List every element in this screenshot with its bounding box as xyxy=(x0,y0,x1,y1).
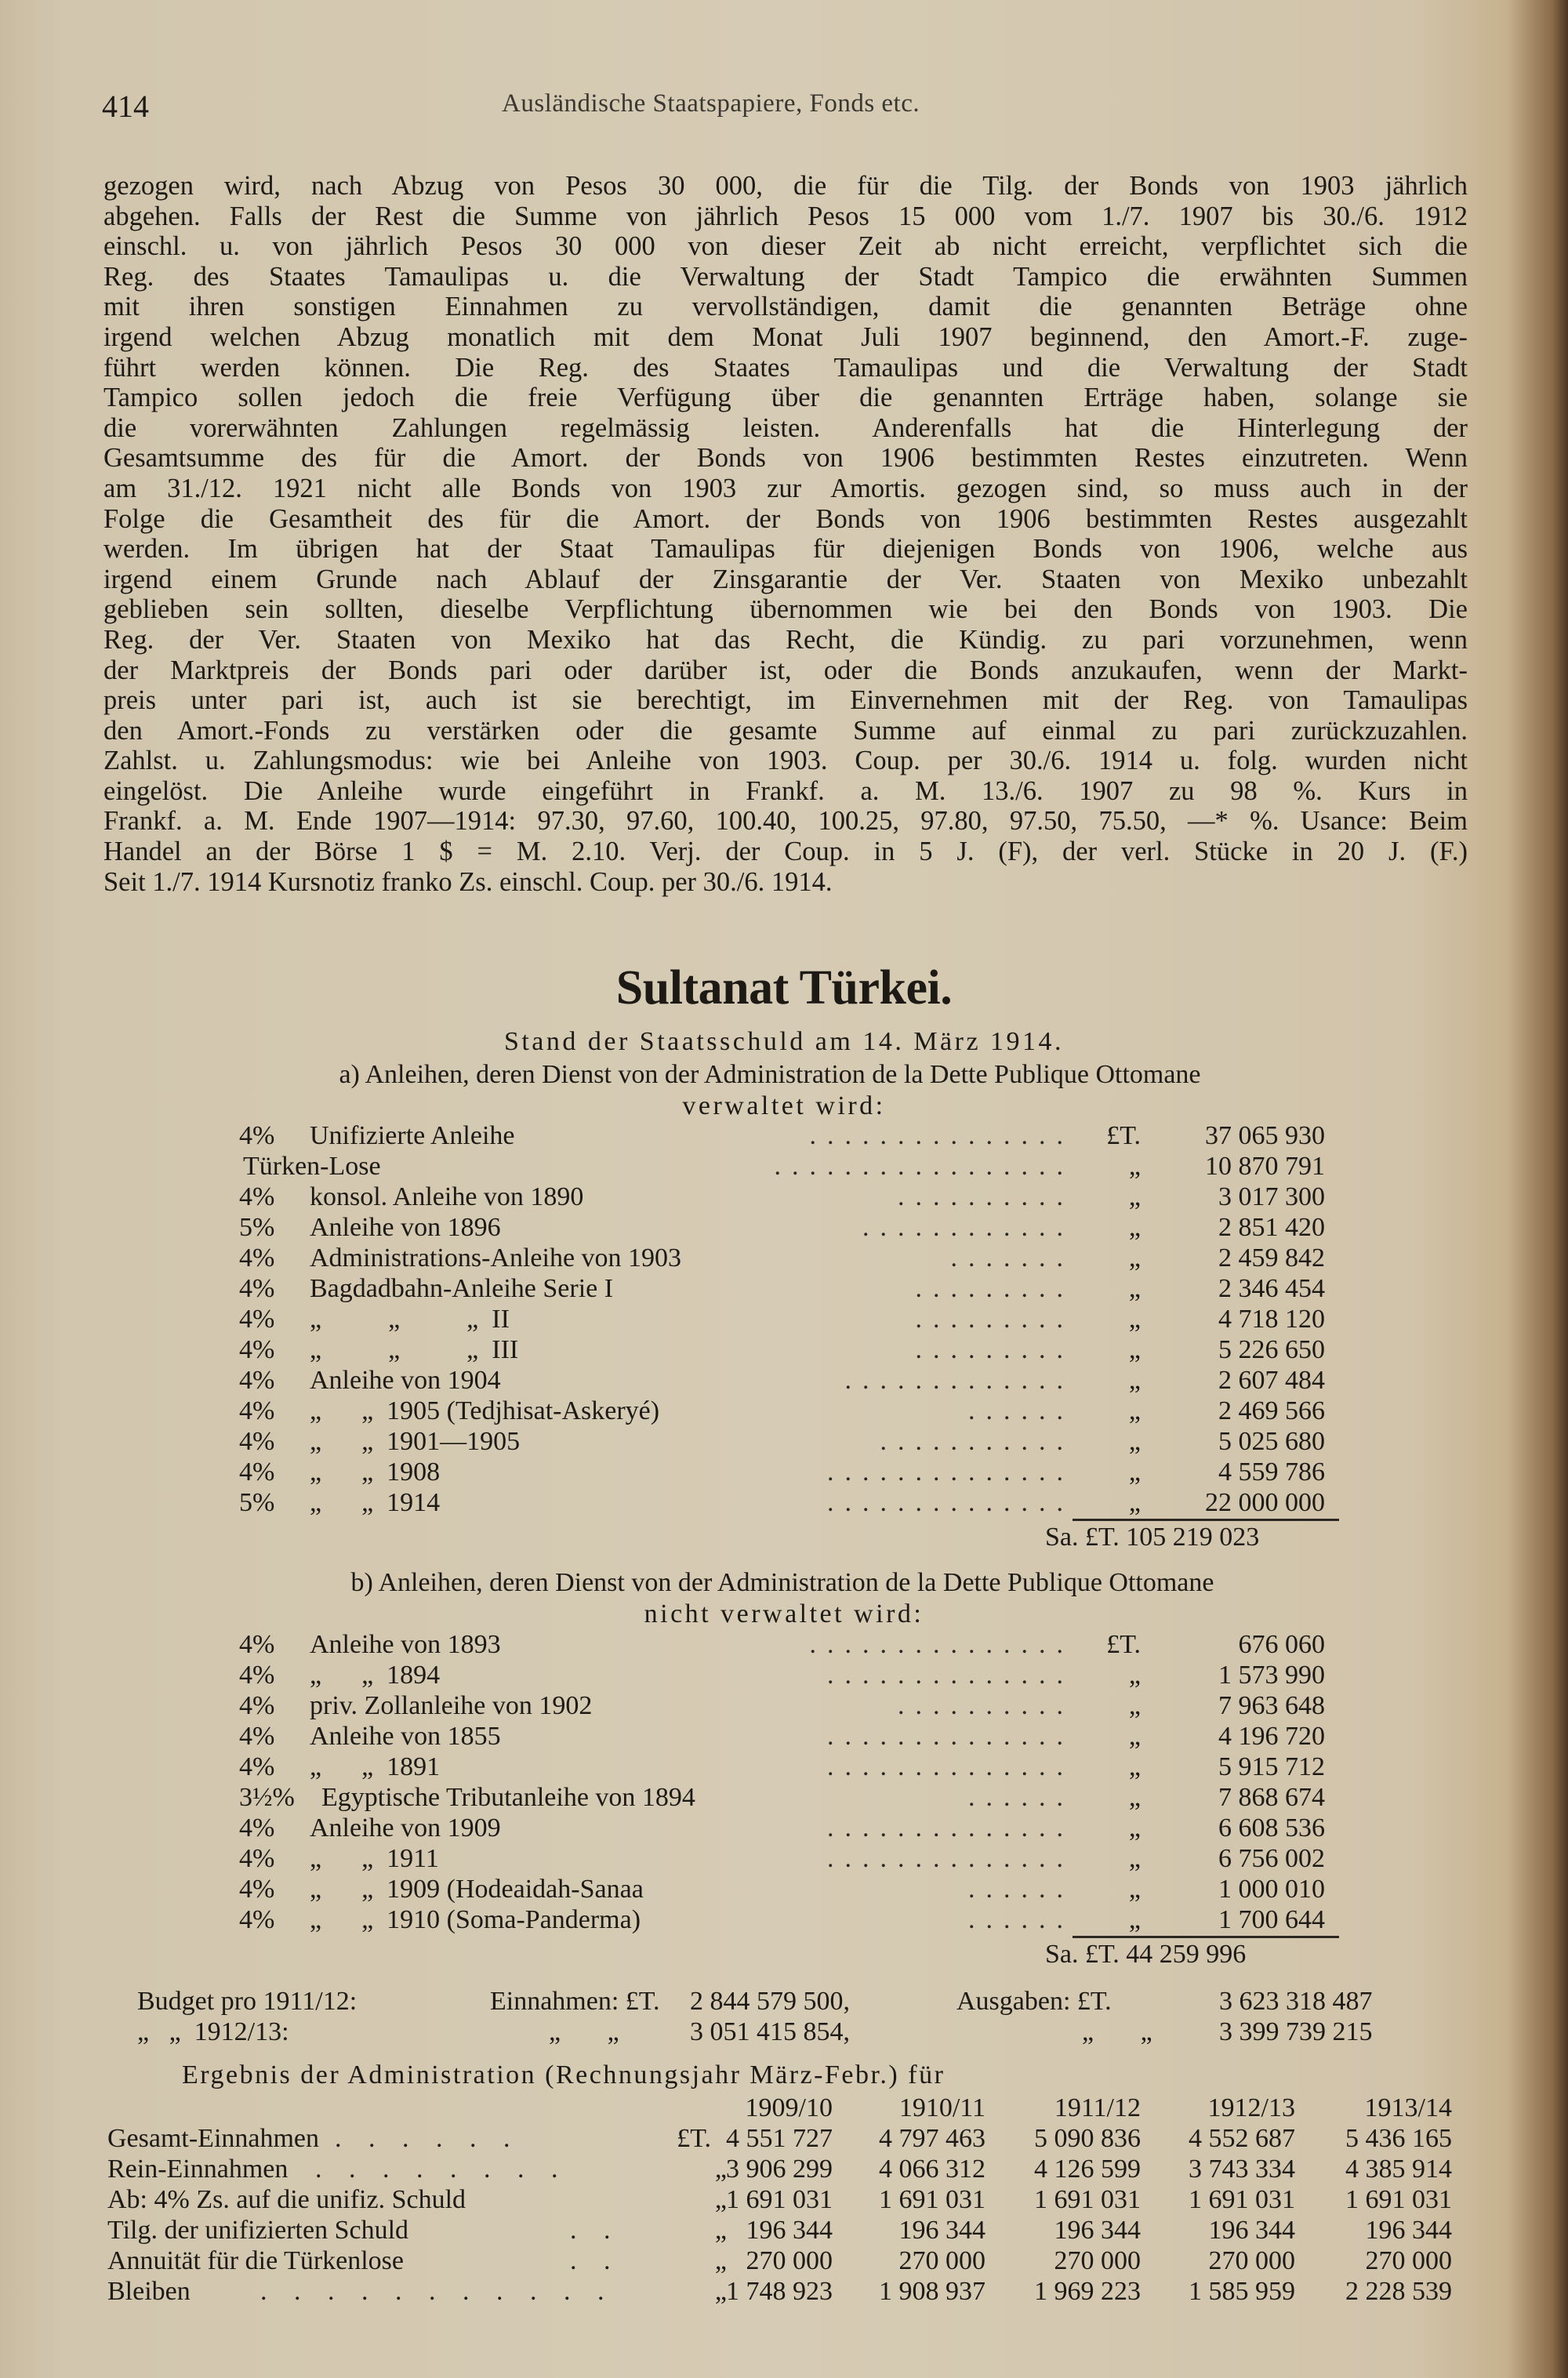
value-1911-12: 1 969 223 xyxy=(1034,2277,1141,2306)
loan-row xyxy=(239,1274,1325,1304)
budget-label: „ „ 1912/13: xyxy=(137,2017,289,2046)
leader-dots: .............. xyxy=(827,1813,1074,1842)
currency: „ xyxy=(1128,1335,1141,1364)
currency: „ xyxy=(1128,1213,1141,1242)
value-1911-12: 4 126 599 xyxy=(1034,2155,1141,2184)
loan-name: Bagdadbahn-Anleihe Serie I xyxy=(310,1274,614,1303)
budget-expense: 3 399 739 215 xyxy=(1219,2017,1373,2046)
loan-name: Unifizierte Anleihe xyxy=(310,1121,515,1150)
rate: 4% xyxy=(239,1458,275,1487)
currency: „ xyxy=(1128,1905,1141,1934)
value-1911-12: 5 090 836 xyxy=(1034,2124,1141,2153)
amount: 5 915 712 xyxy=(1218,1752,1325,1781)
results-row xyxy=(107,2277,1472,2307)
budget-expense: 3 623 318 487 xyxy=(1219,1987,1373,2016)
amount: 4 718 120 xyxy=(1218,1305,1325,1334)
currency: „ xyxy=(714,2246,727,2275)
rate: 4% xyxy=(239,1661,275,1690)
loan-row xyxy=(239,1335,1325,1365)
amount: 676 060 xyxy=(1238,1630,1325,1659)
loan-row xyxy=(239,1396,1325,1426)
loan-row xyxy=(239,1121,1325,1151)
text-line: werden. Im übrigen hat der Staat Tamaulipas für diejenigen Bonds von 1906, welche aus xyxy=(103,534,1468,565)
loan-row xyxy=(239,1661,1325,1690)
currency: „ xyxy=(714,2185,727,2214)
currency: „ xyxy=(1128,1396,1141,1425)
text-line: den Amort.-Fonds zu verstärken oder die gesamte Summe auf einmal zu pari zurückzuzahlen. xyxy=(103,715,1468,746)
part-b-sum xyxy=(1045,1940,1246,1970)
leader-dots: .............. xyxy=(827,1752,1074,1781)
section-subtitle: Stand der Staatsschuld am 14. März 1914. xyxy=(503,1027,1065,1056)
currency: „ xyxy=(1128,1813,1141,1842)
rate: 4% xyxy=(239,1182,275,1211)
loan-row xyxy=(239,1152,1325,1182)
leader-dots: ......... xyxy=(915,1274,1074,1303)
value-1912-13: 196 344 xyxy=(1208,2216,1295,2245)
loan-name: „ „ 1894 xyxy=(310,1661,441,1690)
rate: 3½% xyxy=(239,1783,295,1812)
value-1911-12: 196 344 xyxy=(1054,2216,1141,2245)
sum-rule xyxy=(1073,1936,1339,1938)
leader-dots: ............ xyxy=(862,1213,1074,1242)
loan-row xyxy=(239,1875,1325,1904)
leader-dots: .............. xyxy=(827,1488,1074,1517)
value-1913-14: 4 385 914 xyxy=(1345,2155,1452,2184)
text-line: Frankf. a. M. Ende 1907—1914: 97.30, 97.60, 100.40, 100.25, 97.80, 97.50, 75.50, —* %. Usance: Beim xyxy=(103,806,1468,837)
year-header: 1913/14 xyxy=(1364,2093,1452,2122)
text-line: Reg. des Staates Tamaulipas u. die Verwaltung der Stadt Tampico die erwähnten Summen xyxy=(103,261,1468,292)
results-row xyxy=(107,2216,1472,2246)
currency: „ xyxy=(1128,1243,1141,1273)
rate: 4% xyxy=(239,1722,275,1751)
amount: 6 608 536 xyxy=(1218,1813,1325,1842)
part-a-sum xyxy=(1045,1523,1259,1552)
amount: 2 851 420 xyxy=(1218,1213,1325,1242)
leader-dots: ...... xyxy=(968,1396,1074,1425)
amount: 5 025 680 xyxy=(1218,1427,1325,1456)
value-1913-14: 270 000 xyxy=(1365,2246,1452,2275)
leader-dots: . . xyxy=(570,2216,621,2245)
value-1913-14: 1 691 031 xyxy=(1345,2185,1452,2214)
text-line: am 31./12. 1921 nicht alle Bonds von 1903 zur Amortis. gezogen sind, so muss auch in der xyxy=(103,473,1468,503)
amount: 1 573 990 xyxy=(1218,1661,1325,1690)
value-1909-10: 196 344 xyxy=(746,2216,833,2245)
leader-dots: . . . . . . xyxy=(335,2124,521,2153)
leader-dots: .............. xyxy=(827,1661,1074,1690)
value-1913-14: 196 344 xyxy=(1365,2216,1452,2245)
leader-dots: ...... xyxy=(968,1875,1074,1904)
intro-paragraph xyxy=(103,171,1468,897)
loan-name: priv. Zollanleihe von 1902 xyxy=(310,1691,593,1720)
rate: 4% xyxy=(239,1844,275,1873)
currency: £T. xyxy=(677,2124,711,2153)
loan-name: Anleihe von 1855 xyxy=(310,1722,501,1751)
currency: „ xyxy=(1128,1661,1141,1690)
value-1913-14: 5 436 165 xyxy=(1345,2124,1452,2153)
currency: £T. xyxy=(1106,1630,1141,1659)
loan-row xyxy=(239,1243,1325,1273)
results-row xyxy=(107,2155,1472,2185)
rate: 4% xyxy=(239,1630,275,1659)
leader-dots: .......... xyxy=(898,1691,1074,1720)
amount: 7 963 648 xyxy=(1218,1691,1325,1720)
text-line: Reg. der Ver. Staaten von Mexiko hat das Recht, die Kündig. zu pari vorzunehmen, wenn xyxy=(103,624,1468,655)
loan-name: „ „ 1911 xyxy=(310,1844,439,1873)
value-1910-11: 270 000 xyxy=(898,2246,985,2275)
value-1910-11: 196 344 xyxy=(898,2216,985,2245)
loan-row xyxy=(239,1630,1325,1660)
text-line: die vorerwähnten Zahlungen regelmässig leisten. Anderenfalls hat die Hinterlegung der xyxy=(103,412,1468,443)
leader-dots: ...... xyxy=(968,1905,1074,1934)
loan-name: Anleihe von 1896 xyxy=(310,1213,501,1242)
rate: 4% xyxy=(239,1691,275,1720)
amount: 2 469 566 xyxy=(1218,1396,1325,1425)
loan-name: Anleihe von 1909 xyxy=(310,1813,501,1842)
loan-name: „ „ 1914 xyxy=(310,1488,441,1517)
rate: 4% xyxy=(239,1752,275,1781)
budget-revenue-label: Einnahmen: £T. xyxy=(490,1987,660,2016)
loan-row xyxy=(239,1488,1325,1518)
currency: „ xyxy=(1128,1691,1141,1720)
budget-expense-label: „ „ xyxy=(1082,2017,1152,2046)
amount: 5 226 650 xyxy=(1218,1335,1325,1364)
rate: 4% xyxy=(239,1813,275,1842)
sum-label: Sa. £T. xyxy=(1045,1940,1120,1969)
leader-dots: ............. xyxy=(844,1366,1074,1395)
currency: „ xyxy=(1128,1488,1141,1517)
leader-dots: ......... xyxy=(915,1305,1074,1334)
currency: „ xyxy=(1128,1182,1141,1211)
leader-dots: . . xyxy=(570,2246,621,2275)
text-line: Tampico sollen jedoch die freie Verfügung über die genannten Erträge haben, solange sie xyxy=(103,383,1468,413)
sum-value: 44 259 996 xyxy=(1126,1940,1247,1969)
part-b-heading: b) Anleihen, deren Dienst von der Administration de la Dette Publique Ottomane xyxy=(350,1568,1214,1597)
leader-dots: ...... xyxy=(968,1783,1074,1812)
amount: 4 196 720 xyxy=(1218,1722,1325,1751)
amount: 4 559 786 xyxy=(1218,1458,1325,1487)
leader-dots: .............. xyxy=(827,1458,1074,1487)
budget-expense-label: Ausgaben: £T. xyxy=(956,1987,1112,2016)
value-1912-13: 4 552 687 xyxy=(1189,2124,1295,2153)
amount: 37 065 930 xyxy=(1205,1121,1325,1150)
amount: 22 000 000 xyxy=(1205,1488,1325,1517)
value-1912-13: 270 000 xyxy=(1208,2246,1295,2275)
currency: „ xyxy=(1128,1274,1141,1303)
loan-row xyxy=(239,1366,1325,1396)
value-1911-12: 1 691 031 xyxy=(1034,2185,1141,2214)
currency: „ xyxy=(1128,1752,1141,1781)
rate: 4% xyxy=(239,1875,275,1904)
text-line: führt werden können. Die Reg. des Staates Tamaulipas und die Verwaltung der Stadt xyxy=(103,352,1468,383)
rate: 5% xyxy=(239,1213,275,1242)
value-1911-12: 270 000 xyxy=(1054,2246,1141,2275)
currency: „ xyxy=(1128,1722,1141,1751)
row-label: Ab: 4% Zs. auf die unifiz. Schuld xyxy=(107,2185,466,2214)
running-title: Ausländische Staatspapiere, Fonds etc. xyxy=(502,89,920,118)
value-1910-11: 1 691 031 xyxy=(879,2185,985,2214)
text-line: irgend einem Grunde nach Ablauf der Zinsgarantie der Ver. Staaten von Mexiko unbezahlt xyxy=(103,564,1468,594)
loan-row xyxy=(239,1905,1325,1935)
value-1909-10: 1 691 031 xyxy=(726,2185,833,2214)
rate: 4% xyxy=(239,1335,275,1364)
loan-name: Administrations-Anleihe von 1903 xyxy=(310,1243,682,1273)
text-line: einschl. u. von jährlich Pesos 30 000 von dieser Zeit ab nicht erreicht, verpflichtet sich die xyxy=(103,231,1468,262)
loan-name: Türken-Lose xyxy=(243,1152,381,1181)
results-row xyxy=(107,2246,1472,2277)
currency: £T. xyxy=(1106,1121,1141,1150)
part-a-heading-cont: verwaltet wird: xyxy=(682,1091,886,1120)
loan-name: „ „ 1908 xyxy=(310,1458,441,1487)
text-line: geblieben sein sollten, dieselbe Verpflichtung übernommen wie bei den Bonds von 1903. Die xyxy=(103,594,1468,625)
text-line: abgehen. Falls der Rest die Summe von jährlich Pesos 15 000 vom 1./7. 1907 bis 30./6. 1912 xyxy=(103,201,1468,231)
sum-rule xyxy=(1073,1519,1339,1521)
budget-revenue: 3 051 415 854, xyxy=(690,2017,850,2046)
results-row xyxy=(107,2185,1472,2216)
amount: 7 868 674 xyxy=(1218,1783,1325,1812)
results-year-header xyxy=(107,2093,1472,2124)
text-line: Handel an der Börse 1 $ = M. 2.10. Verj. der Coup. in 5 J. (F), der verl. Stücke in 20 J. (F.) xyxy=(103,837,1468,867)
loan-row xyxy=(239,1752,1325,1782)
text-line: eingelöst. Die Anleihe wurde eingeführt in Frankf. a. M. 13./6. 1907 zu 98 %. Kurs in xyxy=(103,775,1468,806)
year-header: 1910/11 xyxy=(898,2093,985,2122)
value-1910-11: 1 908 937 xyxy=(879,2277,985,2306)
year-header: 1912/13 xyxy=(1207,2093,1295,2122)
sum-label: Sa. £T. xyxy=(1045,1523,1120,1552)
loan-name: Egyptische Tributanleihe von 1894 xyxy=(321,1783,695,1812)
page-number: 414 xyxy=(102,89,149,124)
amount: 2 459 842 xyxy=(1218,1243,1325,1273)
leader-dots: . . . . . . . . xyxy=(315,2155,568,2184)
currency: „ xyxy=(1128,1783,1141,1812)
text-line: Seit 1./7. 1914 Kursnotiz franko Zs. einschl. Coup. per 30./6. 1914. xyxy=(103,866,833,897)
loan-name: konsol. Anleihe von 1890 xyxy=(310,1182,584,1211)
budget-revenue-label: „ „ xyxy=(549,2017,619,2046)
loan-name: „ „ 1910 (Soma-Panderma) xyxy=(310,1905,641,1934)
leader-dots: ......... xyxy=(915,1335,1074,1364)
leader-dots: ............... xyxy=(809,1630,1074,1659)
currency: „ xyxy=(1128,1366,1141,1395)
leader-dots: .......... xyxy=(898,1182,1074,1211)
loan-row xyxy=(239,1722,1325,1752)
rate: 4% xyxy=(239,1121,275,1150)
loan-name: „ „ „ III xyxy=(310,1335,519,1364)
amount: 6 756 002 xyxy=(1218,1844,1325,1873)
value-1909-10: 270 000 xyxy=(746,2246,833,2275)
section-title: Sultanat Türkei. xyxy=(615,961,953,1015)
value-1909-10: 4 551 727 xyxy=(726,2124,833,2153)
loan-row xyxy=(239,1844,1325,1874)
text-line: preis unter pari ist, auch ist sie berechtigt, im Einvernehmen mit der Reg. von Tamaulipas xyxy=(103,685,1468,716)
loan-row xyxy=(239,1691,1325,1721)
amount: 1 700 644 xyxy=(1218,1905,1325,1934)
row-label: Gesamt-Einnahmen xyxy=(107,2124,320,2153)
value-1913-14: 2 228 539 xyxy=(1345,2277,1452,2306)
currency: „ xyxy=(1128,1458,1141,1487)
text-line: mit ihren sonstigen Einnahmen zu vervollständigen, damit die genannten Beträge ohne xyxy=(103,292,1468,322)
currency: „ xyxy=(1128,1844,1141,1873)
currency: „ xyxy=(1128,1427,1141,1456)
leader-dots: .............. xyxy=(827,1844,1074,1873)
loan-row xyxy=(239,1305,1325,1334)
rate: 4% xyxy=(239,1427,275,1456)
text-line: Folge die Gesamtheit des für die Amort. der Bonds von 1906 bestimmten Restes ausgezahlt xyxy=(103,503,1468,534)
value-1912-13: 1 585 959 xyxy=(1189,2277,1295,2306)
loan-name: „ „ „ II xyxy=(310,1305,510,1334)
leader-dots: . . . . . . . . . . . xyxy=(260,2277,615,2306)
budget-revenue: 2 844 579 500, xyxy=(690,1987,850,2016)
leader-dots: ................. xyxy=(774,1152,1074,1181)
currency: „ xyxy=(1128,1305,1141,1334)
loan-name: „ „ 1909 (Hodeaidah-Sanaa xyxy=(310,1875,644,1904)
loan-row xyxy=(239,1813,1325,1843)
rate: 4% xyxy=(239,1274,275,1303)
currency: „ xyxy=(714,2155,727,2184)
loan-name: „ „ 1905 (Tedjhisat-Askeryé) xyxy=(310,1396,660,1425)
part-a-heading: a) Anleihen, deren Dienst von der Administration de la Dette Publique Ottomane xyxy=(339,1060,1201,1089)
currency: „ xyxy=(1128,1875,1141,1904)
loan-row xyxy=(239,1427,1325,1457)
budget-label: Budget pro 1911/12: xyxy=(137,1987,358,2016)
leader-dots: ............... xyxy=(809,1121,1074,1150)
leader-dots: .............. xyxy=(827,1722,1074,1751)
leader-dots: ........... xyxy=(880,1427,1074,1456)
leader-dots: ....... xyxy=(950,1243,1074,1273)
loan-row xyxy=(239,1213,1325,1243)
part-b-heading-cont: nicht verwaltet wird: xyxy=(644,1599,924,1628)
year-header: 1911/12 xyxy=(1054,2093,1141,2122)
running-head xyxy=(102,88,1450,127)
text-line: irgend welchen Abzug monatlich mit dem Monat Juli 1907 beginnend, den Amort.-F. zuge- xyxy=(103,321,1468,352)
loan-name: Anleihe von 1904 xyxy=(310,1366,501,1395)
row-label: Bleiben xyxy=(107,2277,191,2306)
text-line: Zahlst. u. Zahlungsmodus: wie bei Anleihe von 1903. Coup. per 30./6. 1914 u. folg. wurden nicht xyxy=(103,746,1468,776)
amount: 1 000 010 xyxy=(1218,1875,1325,1904)
text-line: der Marktpreis der Bonds pari oder darüber ist, oder die Bonds anzukaufen, wenn der Markt- xyxy=(103,655,1468,685)
sum-value: 105 219 023 xyxy=(1126,1523,1260,1552)
loan-row xyxy=(239,1783,1325,1813)
value-1912-13: 1 691 031 xyxy=(1189,2185,1295,2214)
value-1912-13: 3 743 334 xyxy=(1189,2155,1295,2184)
value-1909-10: 3 906 299 xyxy=(726,2155,833,2184)
amount: 2 607 484 xyxy=(1218,1366,1325,1395)
rate: 4% xyxy=(239,1366,275,1395)
currency: „ xyxy=(714,2277,727,2306)
loan-row xyxy=(239,1182,1325,1212)
rate: 4% xyxy=(239,1396,275,1425)
year-header: 1909/10 xyxy=(745,2093,833,2122)
rate: 4% xyxy=(239,1905,275,1934)
results-row xyxy=(107,2124,1472,2155)
amount: 3 017 300 xyxy=(1218,1182,1325,1211)
rate: 4% xyxy=(239,1243,275,1273)
results-heading: Ergebnis der Administration (Rechnungsjahr März-Febr.) für xyxy=(182,2060,946,2089)
row-label: Rein-Einnahmen xyxy=(107,2155,289,2184)
value-1910-11: 4 066 312 xyxy=(879,2155,985,2184)
loan-name: „ „ 1901—1905 xyxy=(310,1427,521,1456)
loan-row xyxy=(239,1458,1325,1487)
amount: 10 870 791 xyxy=(1205,1152,1325,1181)
value-1909-10: 1 748 923 xyxy=(726,2277,833,2306)
loan-name: „ „ 1891 xyxy=(310,1752,441,1781)
currency: „ xyxy=(714,2216,727,2245)
row-label: Tilg. der unifizierten Schuld xyxy=(107,2216,409,2245)
loan-name: Anleihe von 1893 xyxy=(310,1630,501,1659)
currency: „ xyxy=(1128,1152,1141,1181)
rate: 4% xyxy=(239,1305,275,1334)
text-line: Gesamtsumme des für die Amort. der Bonds von 1906 bestimmten Restes einzutreten. Wenn xyxy=(103,443,1468,474)
value-1910-11: 4 797 463 xyxy=(879,2124,985,2153)
row-label: Annuität für die Türkenlose xyxy=(107,2246,405,2275)
rate: 5% xyxy=(239,1488,275,1517)
amount: 2 346 454 xyxy=(1218,1274,1325,1303)
text-line: gezogen wird, nach Abzug von Pesos 30 000, die für die Tilg. der Bonds von 1903 jährlich xyxy=(103,171,1468,201)
